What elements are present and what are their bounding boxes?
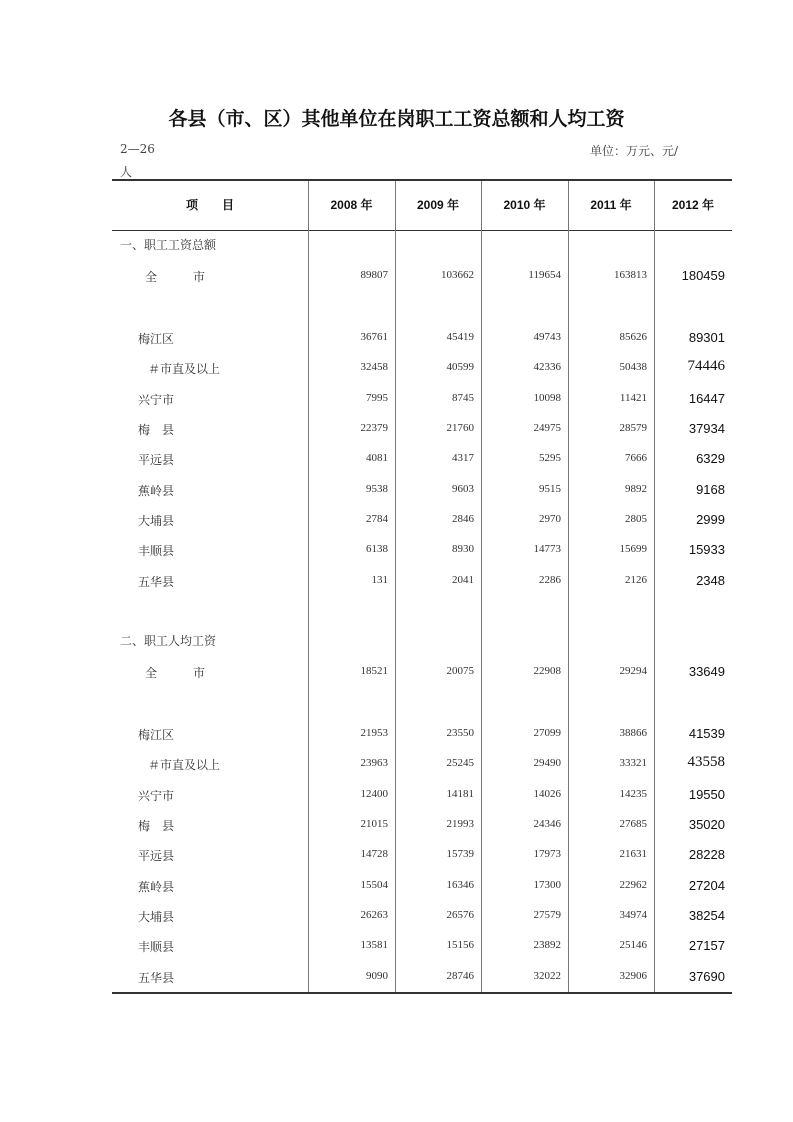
column-divider bbox=[481, 181, 482, 992]
header-item: 项 目 bbox=[185, 198, 234, 212]
table-cell: 15739 bbox=[446, 848, 474, 860]
table-cell: 14235 bbox=[619, 788, 647, 800]
table-cell: 23550 bbox=[446, 727, 474, 739]
row-label: 兴宁市 bbox=[138, 393, 175, 407]
table-cell: 21953 bbox=[360, 727, 388, 739]
table-cell: 33321 bbox=[619, 757, 647, 769]
table-cell: 22379 bbox=[360, 422, 388, 434]
table-cell: 14026 bbox=[533, 788, 561, 800]
table-cell: 17973 bbox=[533, 848, 561, 860]
table-cell: 6329 bbox=[696, 451, 725, 466]
section-title: 一、职工工资总额 bbox=[120, 238, 217, 252]
table-cell: 21993 bbox=[446, 818, 474, 830]
column-divider bbox=[568, 181, 569, 992]
header-year-2011: 2011 年 bbox=[590, 198, 632, 212]
table-cell: 29490 bbox=[533, 757, 561, 769]
table-cell: 25245 bbox=[446, 757, 474, 769]
table-cell: 25146 bbox=[619, 939, 647, 951]
table-cell: 24346 bbox=[533, 818, 561, 830]
table-cell: 32458 bbox=[360, 361, 388, 373]
row-label: 丰顺县 bbox=[138, 544, 175, 558]
table-cell: 24975 bbox=[533, 422, 561, 434]
table-bottom-rule bbox=[112, 992, 732, 994]
table-cell: 20075 bbox=[446, 665, 474, 677]
table-cell: 13581 bbox=[360, 939, 388, 951]
table-cell: 49743 bbox=[533, 331, 561, 343]
table-cell: 163813 bbox=[614, 269, 647, 281]
row-label: ＃市直及以上 bbox=[148, 362, 221, 376]
table-cell: 27099 bbox=[533, 727, 561, 739]
table-cell: 2846 bbox=[452, 513, 474, 525]
row-label: ＃市直及以上 bbox=[148, 758, 221, 772]
table-cell: 7995 bbox=[366, 392, 388, 404]
row-label: 兴宁市 bbox=[138, 789, 175, 803]
table-cell: 11421 bbox=[619, 392, 647, 404]
table-cell: 7666 bbox=[625, 452, 647, 464]
unit-label-continued: 人 bbox=[120, 165, 133, 179]
table-cell: 12400 bbox=[360, 788, 388, 800]
table-cell: 15933 bbox=[688, 542, 725, 557]
row-label: 蕉岭县 bbox=[138, 484, 175, 498]
header-year-2009: 2009 年 bbox=[416, 198, 460, 212]
row-label: 大埔县 bbox=[138, 910, 175, 924]
table-cell: 29294 bbox=[619, 665, 647, 677]
row-label: 大埔县 bbox=[138, 514, 175, 528]
table-cell: 35020 bbox=[688, 817, 725, 832]
header-bottom-rule bbox=[112, 230, 732, 231]
table-cell: 32906 bbox=[619, 970, 647, 982]
table-cell: 32022 bbox=[533, 970, 561, 982]
table-cell: 28746 bbox=[446, 970, 474, 982]
row-label: 全 市 bbox=[145, 270, 206, 284]
table-cell: 42336 bbox=[533, 361, 561, 373]
table-cell: 43558 bbox=[687, 754, 725, 770]
row-label: 全 市 bbox=[145, 666, 206, 680]
table-cell: 4081 bbox=[366, 452, 388, 464]
table-cell: 22908 bbox=[533, 665, 561, 677]
row-label: 丰顺县 bbox=[138, 940, 175, 954]
table-cell: 180459 bbox=[681, 268, 725, 283]
table-cell: 36761 bbox=[360, 331, 388, 343]
table-cell: 89301 bbox=[688, 330, 725, 345]
table-cell: 119654 bbox=[528, 269, 561, 281]
table-cell: 4317 bbox=[452, 452, 474, 464]
table-cell: 103662 bbox=[441, 269, 474, 281]
table-cell: 40599 bbox=[446, 361, 474, 373]
unit-label: 单位：万元、元/ bbox=[590, 144, 679, 158]
table-cell: 14773 bbox=[533, 543, 561, 555]
table-cell: 9892 bbox=[625, 483, 647, 495]
table-cell: 38254 bbox=[688, 908, 725, 923]
row-label: 梅 县 bbox=[138, 423, 175, 437]
table-cell: 27685 bbox=[619, 818, 647, 830]
page-title: 各县（市、区）其他单位在岗职工工资总额和人均工资 bbox=[168, 108, 625, 130]
row-label: 蕉岭县 bbox=[138, 880, 175, 894]
table-cell: 131 bbox=[371, 574, 388, 586]
table-cell: 85626 bbox=[619, 331, 647, 343]
table-cell: 38866 bbox=[619, 727, 647, 739]
table-cell: 2286 bbox=[539, 574, 561, 586]
table-cell: 26576 bbox=[446, 909, 474, 921]
table-cell: 21631 bbox=[619, 848, 647, 860]
row-label: 五华县 bbox=[138, 971, 175, 985]
table-cell: 2126 bbox=[625, 574, 647, 586]
table-cell: 8930 bbox=[452, 543, 474, 555]
table-cell: 17300 bbox=[533, 879, 561, 891]
section-title: 二、职工人均工资 bbox=[120, 634, 217, 648]
column-divider bbox=[308, 181, 309, 992]
table-cell: 2348 bbox=[696, 573, 725, 588]
table-cell: 23892 bbox=[533, 939, 561, 951]
table-cell: 14181 bbox=[446, 788, 474, 800]
header-year-2010: 2010 年 bbox=[503, 198, 546, 212]
table-cell: 27204 bbox=[688, 878, 725, 893]
row-label: 梅江区 bbox=[138, 332, 175, 346]
table-cell: 41539 bbox=[688, 726, 725, 741]
table-cell: 9168 bbox=[696, 482, 725, 497]
table-cell: 23963 bbox=[360, 757, 388, 769]
table-cell: 18521 bbox=[360, 665, 388, 677]
table-cell: 8745 bbox=[452, 392, 474, 404]
table-cell: 9538 bbox=[366, 483, 388, 495]
table-cell: 50438 bbox=[619, 361, 647, 373]
table-cell: 2784 bbox=[366, 513, 388, 525]
table-cell: 37934 bbox=[688, 421, 725, 436]
table-cell: 22962 bbox=[619, 879, 647, 891]
row-label: 梅江区 bbox=[138, 728, 175, 742]
table-cell: 16447 bbox=[688, 391, 725, 406]
table-number: 2—26 bbox=[120, 142, 155, 156]
table-cell: 21760 bbox=[446, 422, 474, 434]
table-cell: 34974 bbox=[619, 909, 647, 921]
table-cell: 33649 bbox=[688, 664, 725, 679]
header-year-2012: 2012 年 bbox=[671, 198, 715, 212]
table-cell: 16346 bbox=[446, 879, 474, 891]
row-label: 平远县 bbox=[138, 453, 175, 467]
table-cell: 14728 bbox=[360, 848, 388, 860]
table-cell: 9515 bbox=[539, 483, 561, 495]
table-cell: 27579 bbox=[533, 909, 561, 921]
header-year-2008: 2008 年 bbox=[330, 198, 373, 212]
table-cell: 6138 bbox=[366, 543, 388, 555]
table-cell: 9603 bbox=[452, 483, 474, 495]
table-cell: 15699 bbox=[619, 543, 647, 555]
column-divider bbox=[395, 181, 396, 992]
table-cell: 9090 bbox=[366, 970, 388, 982]
table-cell: 10098 bbox=[533, 392, 561, 404]
table-cell: 74446 bbox=[687, 358, 725, 374]
table-cell: 15156 bbox=[446, 939, 474, 951]
table-cell: 2041 bbox=[452, 574, 474, 586]
table-cell: 2805 bbox=[625, 513, 647, 525]
table-cell: 19550 bbox=[688, 787, 725, 802]
table-cell: 45419 bbox=[446, 331, 474, 343]
row-label: 平远县 bbox=[138, 849, 175, 863]
table-cell: 28228 bbox=[688, 847, 725, 862]
table-cell: 5295 bbox=[539, 452, 561, 464]
table-cell: 26263 bbox=[360, 909, 388, 921]
table-cell: 37690 bbox=[688, 969, 725, 984]
table-cell: 2999 bbox=[696, 512, 725, 527]
table-cell: 27157 bbox=[688, 938, 725, 953]
table-cell: 28579 bbox=[619, 422, 647, 434]
table-cell: 15504 bbox=[360, 879, 388, 891]
table-cell: 21015 bbox=[360, 818, 388, 830]
table-cell: 89807 bbox=[360, 269, 388, 281]
row-label: 梅 县 bbox=[138, 819, 175, 833]
row-label: 五华县 bbox=[138, 575, 175, 589]
table-cell: 2970 bbox=[539, 513, 561, 525]
